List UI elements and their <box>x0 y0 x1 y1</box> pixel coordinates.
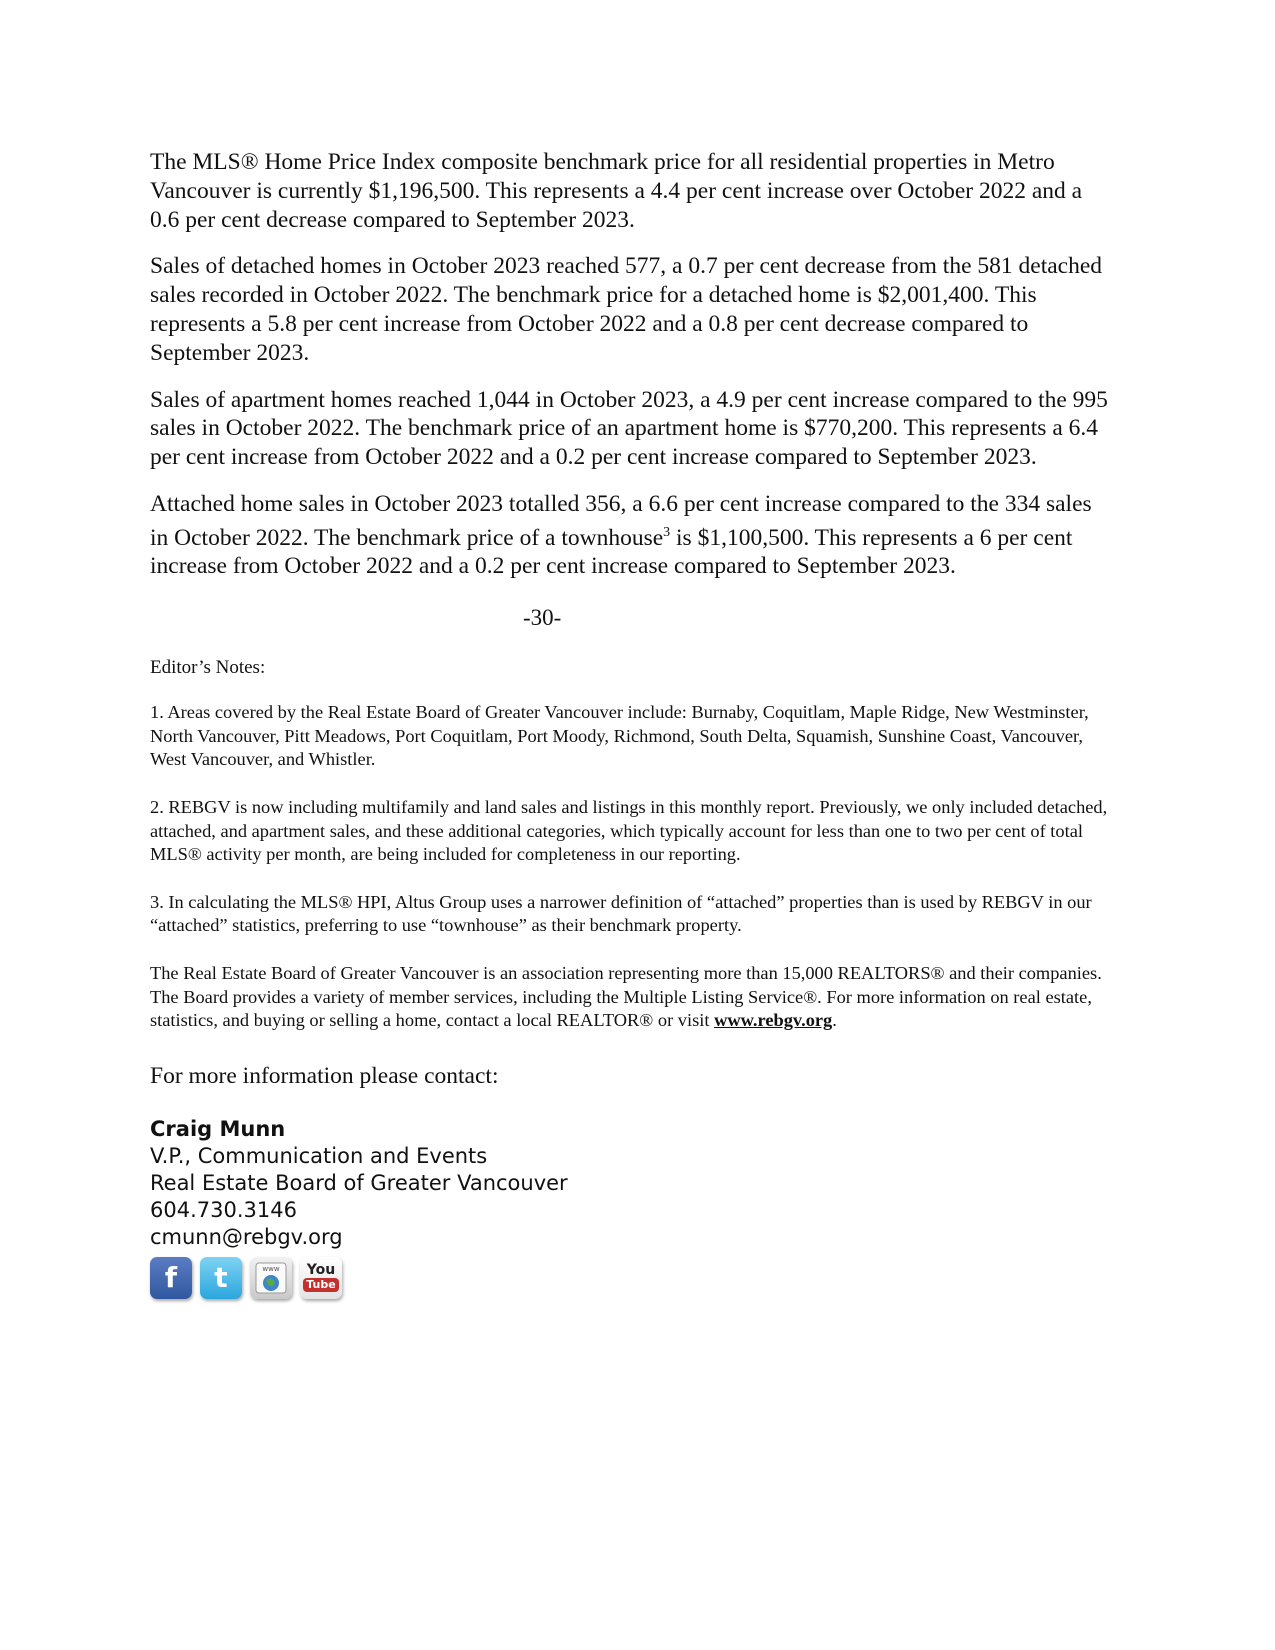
youtube-label-top: You <box>306 1262 336 1279</box>
attached-sales-paragraph <box>150 490 1110 581</box>
about-end: . <box>832 1010 837 1031</box>
editor-notes-title: Editor’s Notes: <box>150 657 266 679</box>
contact-name: Craig Munn <box>150 1116 286 1141</box>
apartment-sales-paragraph: Sales of apartment homes reached 1,044 in October 2023, a 4.9 per cent increase compared to the 995 sales in October 2022. The benchmark price of an apartment home is $770,200. This represents a 6.4 per cent increase from October 2022 and a 0.2 per cent increase compared to September 2023. <box>150 386 1108 471</box>
facebook-glyph: f <box>164 1261 178 1295</box>
attached-text-start: Attached home sales in October 2023 totalled 356, a 6.6 per cent increase compared to the 334 sales in October 2022. The benchmark price of a townhouse <box>150 490 1092 551</box>
detached-sales-paragraph: Sales of detached homes in October 2023 reached 577, a 0.7 per cent decrease from the 581 detached sales recorded in October 2022. The benchmark price for a detached home is $2,001,400. This represents a 5.8 per cent increase from October 2022 and a 0.8 per cent decrease compared to September 2023. <box>150 253 1103 366</box>
website-icon[interactable] <box>250 1257 292 1299</box>
website-link[interactable]: www.rebgv.org <box>714 1010 833 1031</box>
web-label: www <box>262 1264 280 1273</box>
contact-email[interactable]: cmunn@rebgv.org <box>150 1224 343 1249</box>
footnote-reference: 3 <box>663 524 671 540</box>
twitter-icon[interactable] <box>200 1257 242 1299</box>
globe-icon <box>252 1259 290 1297</box>
press-release-page <box>150 148 1110 1299</box>
end-mark: -30- <box>523 605 562 631</box>
about-text: The Real Estate Board of Greater Vancouver is an association representing more than 15,000 REALTORS® and their companies. The Board provides a variety of member services, including the Multiple Listing Service®. For more information on real estate, statistics, and buying or selling a home, contact a local REALTOR® or visit <box>150 962 1102 1031</box>
contact-heading: For more information please contact: <box>150 1062 499 1089</box>
attached-text-end: is $1,100,500. This represents a 6 per cent increase from October 2022 and a 0.2 per cent increase compared to September 2023. <box>150 524 1073 580</box>
contact-title: V.P., Communication and Events <box>150 1143 488 1168</box>
youtube-label-bottom: Tube <box>303 1278 338 1292</box>
about-rebgv-paragraph <box>150 962 1110 1033</box>
editor-note-1: 1. Areas covered by the Real Estate Board of Greater Vancouver include: Burnaby, Coquitlam, Maple Ridge, New Westminster, North Vancouver, Pitt Meadows, Port Coquitlam, Port Moody, Richmond, South Delta, Squamish, Sunshine Coast, Vancouver, West Vancouver, and Whistler. <box>150 702 1089 770</box>
composite-price-paragraph: The MLS® Home Price Index composite benchmark price for all residential properties in Metro Vancouver is currently $1,196,500. This represents a 4.4 per cent increase over October 2022 and a 0.6 per cent decrease compared to September 2023. <box>150 149 1083 233</box>
contact-organization: Real Estate Board of Greater Vancouver <box>150 1170 568 1195</box>
social-icons <box>150 1257 1110 1299</box>
facebook-icon[interactable] <box>150 1257 192 1299</box>
editor-note-2: 2. REBGV is now including multifamily and land sales and listings in this monthly report. Previously, we only included detached, attached, and apartment sales, and these additional categories, which typically account for less than one to two per cent of total MLS® activity per month, are being included for completeness in our reporting. <box>150 796 1108 865</box>
contact-phone: 604.730.3146 <box>150 1197 297 1222</box>
twitter-glyph: t <box>214 1261 228 1295</box>
youtube-icon[interactable] <box>300 1257 342 1299</box>
editor-note-3: 3. In calculating the MLS® HPI, Altus Group uses a narrower definition of “attached” properties than is used by REBGV in our “attached” statistics, preferring to use “townhouse” as their benchmark property. <box>150 891 1092 936</box>
contact-block <box>150 1116 1110 1251</box>
